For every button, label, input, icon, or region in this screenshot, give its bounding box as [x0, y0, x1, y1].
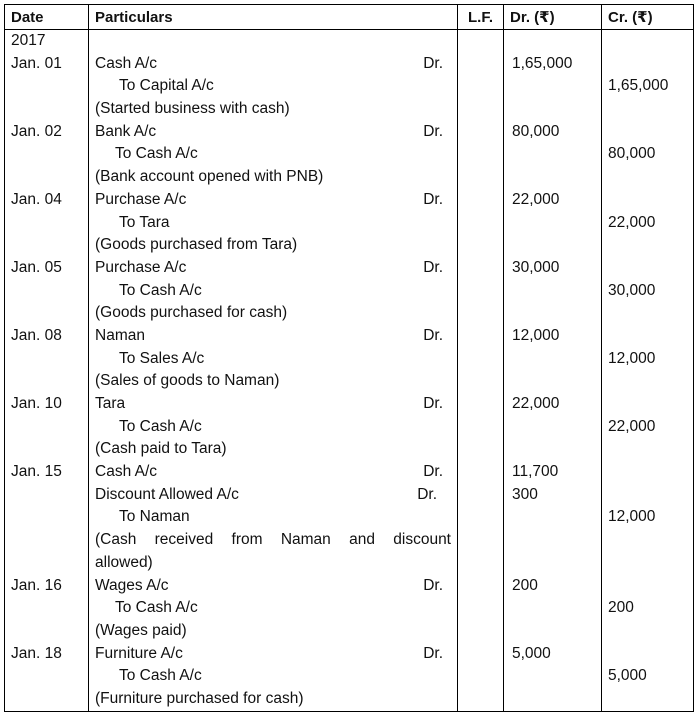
- dr-mark: Dr.: [423, 395, 443, 412]
- debit-amount: 22,000: [512, 395, 560, 412]
- debit-account: Tara: [95, 395, 126, 412]
- dr-amount-cell: [504, 257, 602, 325]
- journal-entry-row: [5, 575, 694, 643]
- credit-account: To Cash A/c: [115, 599, 198, 617]
- lf-cell: [458, 257, 504, 325]
- dr-amount-cell: [504, 393, 602, 461]
- debit-account: Naman: [95, 326, 145, 344]
- lf-cell: [458, 189, 504, 257]
- spacer: [608, 189, 687, 212]
- dr-amount-cell: [504, 325, 602, 393]
- debit-amount: 80,000: [512, 122, 560, 140]
- narration: (Cash paid to Tara): [95, 440, 227, 458]
- entry-date: Jan. 16: [11, 576, 62, 594]
- entry-date: Jan. 08: [11, 326, 62, 344]
- lf-cell: [458, 53, 504, 121]
- date-cell: [5, 461, 89, 574]
- debit-line: [95, 53, 451, 76]
- date-cell: [5, 121, 89, 189]
- debit-amount: 11,700: [512, 463, 559, 481]
- credit-account: To Tara: [119, 213, 170, 231]
- cr-amount-cell: [602, 189, 694, 257]
- spacer: [608, 393, 687, 416]
- date-cell: [5, 325, 89, 393]
- date-cell: [5, 393, 89, 461]
- debit-line: [95, 461, 451, 484]
- debit-line: [95, 325, 451, 348]
- dr-amount-cell: [504, 643, 602, 712]
- particulars-cell: [89, 393, 458, 461]
- cr-amount-cell: [602, 575, 694, 643]
- narration: (Bank account opened with PNB): [95, 168, 324, 186]
- spacer: [608, 257, 687, 280]
- spacer: [608, 575, 687, 598]
- journal-body: [5, 30, 694, 712]
- journal-entry-row: [5, 393, 694, 461]
- narration: (Goods purchased from Tara): [95, 236, 298, 254]
- date-cell: [5, 643, 89, 712]
- date-cell: [5, 189, 89, 257]
- cr-amount-cell: [602, 643, 694, 712]
- credit-amount: 22,000: [608, 417, 656, 435]
- cr-amount-cell: [602, 393, 694, 461]
- credit-amount: 12,000: [608, 508, 656, 526]
- particulars-cell: [89, 53, 458, 121]
- credit-account: To Capital A/c: [119, 77, 214, 95]
- cr-amount-cell: [602, 121, 694, 189]
- debit-amount: 1,65,000: [512, 54, 573, 72]
- header-date: Date: [5, 5, 89, 30]
- lf-cell: [458, 575, 504, 643]
- credit-amount: 12,000: [608, 349, 656, 367]
- debit-line: [95, 484, 451, 507]
- journal-entry-row: [5, 189, 694, 257]
- journal-entry-row: [5, 643, 694, 712]
- lf-cell: [458, 643, 504, 712]
- lf-cell: [458, 325, 504, 393]
- spacer: [608, 53, 687, 76]
- year-row: [5, 30, 694, 53]
- dr-amount-cell: [504, 53, 602, 121]
- entry-date: Jan. 18: [11, 644, 62, 662]
- particulars-cell: [89, 257, 458, 325]
- debit-line: [95, 189, 451, 212]
- dr-mark: Dr.: [423, 258, 443, 276]
- dr-mark: Dr.: [423, 644, 443, 662]
- credit-amount: 1,65,000: [608, 77, 669, 95]
- cr-amount-cell: [602, 257, 694, 325]
- spacer: [608, 461, 687, 484]
- debit-account: Wages A/c: [95, 576, 169, 594]
- credit-amount: 30,000: [608, 281, 656, 299]
- debit-line: [95, 257, 451, 280]
- journal-entry-row: [5, 461, 694, 574]
- dr-amount-cell: [504, 121, 602, 189]
- debit-account: Cash A/c: [95, 54, 158, 72]
- credit-account: To Sales A/c: [119, 349, 205, 367]
- narration: (Wages paid): [95, 621, 187, 639]
- debit-account: Purchase A/c: [95, 258, 187, 276]
- lf-cell: [458, 121, 504, 189]
- header-cr: Cr. (₹): [602, 5, 694, 30]
- dr-mark: Dr.: [423, 326, 443, 344]
- debit-line: [95, 393, 451, 416]
- entry-date: Jan. 04: [11, 190, 62, 208]
- entry-date: Jan. 15: [11, 463, 62, 481]
- spacer: [608, 484, 687, 507]
- debit-amount: 30,000: [512, 258, 560, 276]
- particulars-cell: [89, 643, 458, 712]
- credit-amount: 200: [608, 599, 634, 617]
- journal-entry-row: [5, 325, 694, 393]
- credit-amount: 5,000: [608, 667, 647, 685]
- dr-mark: Dr.: [423, 190, 443, 208]
- dr-mark: Dr.: [423, 463, 443, 481]
- narration: (Goods purchased for cash): [95, 304, 288, 322]
- debit-line: [95, 575, 451, 598]
- date-cell: [5, 53, 89, 121]
- lf-cell: [458, 393, 504, 461]
- date-cell: [5, 575, 89, 643]
- lf-cell: [458, 461, 504, 574]
- year-label: 2017: [11, 32, 46, 49]
- entry-date: Jan. 02: [11, 122, 62, 140]
- header-dr: Dr. (₹): [504, 5, 602, 30]
- credit-account: To Cash A/c: [119, 281, 202, 299]
- debit-account: Cash A/c: [95, 463, 158, 481]
- cr-amount-cell: [602, 53, 694, 121]
- debit-account: Discount Allowed A/c: [95, 485, 239, 503]
- particulars-cell: [89, 461, 458, 574]
- dr-mark: Dr.: [423, 54, 443, 72]
- dr-mark: Dr.: [423, 576, 443, 594]
- narration: (Cash received from Naman and discount: [95, 531, 451, 549]
- dr-amount-cell: [504, 575, 602, 643]
- credit-amount: 22,000: [608, 213, 656, 231]
- journal-entry-row: [5, 53, 694, 121]
- narration: (Furniture purchased for cash): [95, 689, 304, 707]
- dr-mark: Dr.: [417, 485, 437, 503]
- spacer: [608, 325, 687, 348]
- debit-amount: 12,000: [512, 326, 560, 344]
- particulars-cell: [89, 325, 458, 393]
- journal-table: [4, 4, 694, 712]
- dr-mark: Dr.: [423, 122, 443, 140]
- debit-line: [95, 121, 451, 144]
- credit-account: To Naman: [119, 508, 190, 526]
- debit-amount: 22,000: [512, 190, 560, 208]
- credit-account: To Cash A/c: [115, 145, 198, 163]
- debit-amount: 300: [512, 485, 538, 503]
- debit-account: Furniture A/c: [95, 644, 183, 662]
- dr-amount-cell: [504, 189, 602, 257]
- debit-amount: 5,000: [512, 644, 551, 662]
- debit-amount: 200: [512, 576, 538, 594]
- debit-account: Purchase A/c: [95, 190, 187, 208]
- date-cell: [5, 257, 89, 325]
- entry-date: Jan. 10: [11, 395, 62, 412]
- header-particulars: Particulars: [89, 5, 458, 30]
- particulars-cell: [89, 575, 458, 643]
- credit-account: To Cash A/c: [119, 667, 202, 685]
- entry-date: Jan. 01: [11, 54, 62, 72]
- debit-account: Bank A/c: [95, 122, 157, 140]
- credit-amount: 80,000: [608, 145, 656, 163]
- narration: allowed): [95, 553, 153, 571]
- particulars-cell: [89, 121, 458, 189]
- spacer: [608, 643, 687, 666]
- journal-entry-row: [5, 121, 694, 189]
- dr-amount-cell: [504, 461, 602, 574]
- narration: (Sales of goods to Naman): [95, 372, 280, 390]
- credit-account: To Cash A/c: [119, 417, 202, 435]
- cr-amount-cell: [602, 325, 694, 393]
- header-row: [5, 5, 694, 30]
- entry-date: Jan. 05: [11, 258, 62, 276]
- journal-entry-row: [5, 257, 694, 325]
- header-lf: L.F.: [458, 5, 504, 30]
- particulars-cell: [89, 189, 458, 257]
- spacer: [608, 121, 687, 144]
- cr-amount-cell: [602, 461, 694, 574]
- debit-line: [95, 643, 451, 666]
- narration: (Started business with cash): [95, 100, 290, 118]
